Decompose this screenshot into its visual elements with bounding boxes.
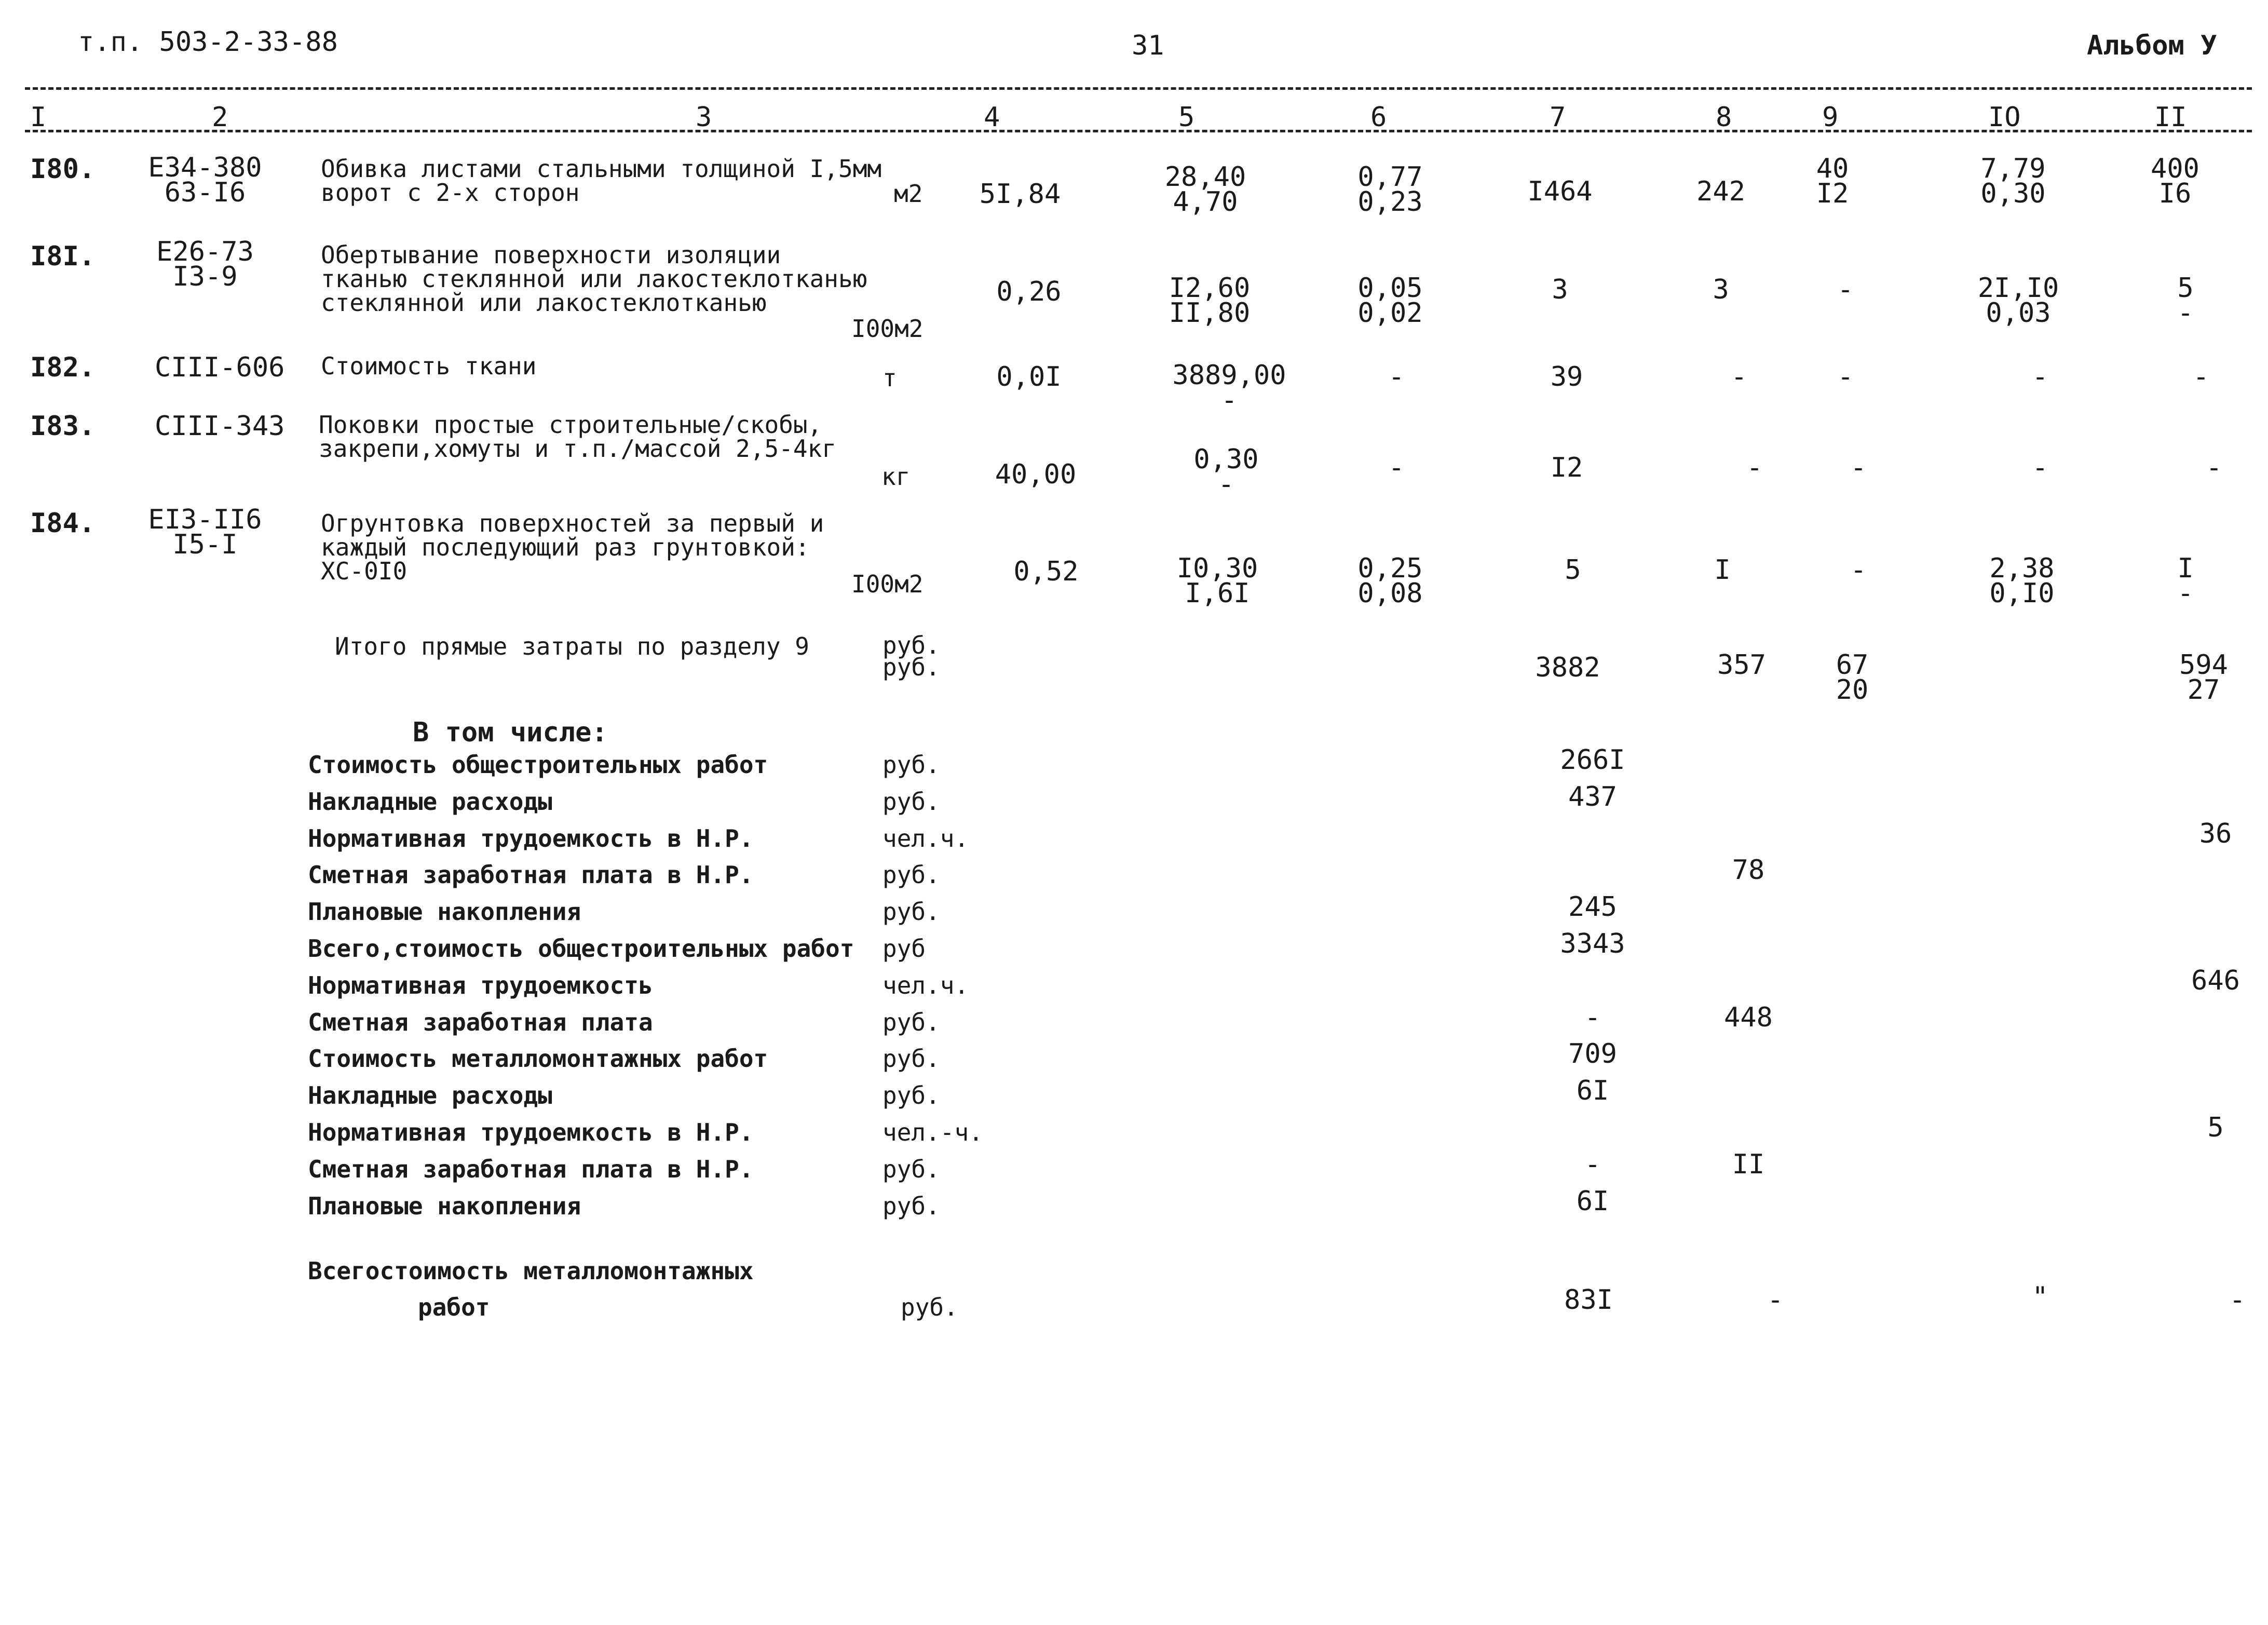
breakdown-c7: 437	[1568, 781, 1617, 812]
breakdown-unit: руб.	[882, 861, 940, 889]
cell-c7: 39	[1550, 361, 1583, 392]
value-line: I,6I	[1185, 577, 1250, 609]
value-line: -	[1221, 384, 1238, 416]
breakdown-unit: руб.	[882, 1008, 940, 1036]
value-line: 0,25	[1357, 553, 1423, 584]
final-unit: руб.	[901, 1293, 958, 1321]
row-unit: м2	[894, 180, 923, 208]
col-header-3: 3	[696, 102, 712, 133]
desc-line: Стоимость ткани	[321, 352, 537, 380]
breakdown-unit: руб.	[882, 1081, 940, 1109]
row-description	[321, 354, 536, 378]
total-c8: 357	[1717, 649, 1766, 681]
value-line: 7,79	[1980, 153, 2046, 184]
breakdown-unit: руб	[882, 935, 926, 963]
value-line: -	[2177, 297, 2194, 329]
value-line: I2	[1816, 178, 1849, 209]
value-line: 2,38	[1989, 553, 2055, 584]
breakdown-c7: 3343	[1560, 928, 1625, 959]
col-header-9: 9	[1822, 102, 1839, 133]
header-divider-bottom	[25, 130, 2252, 132]
breakdown-label: Плановые накопления	[308, 898, 581, 926]
value-line: 5	[2177, 273, 2194, 304]
breakdown-c7: 266I	[1560, 744, 1625, 776]
breakdown-label: Сметная заработная плата в Н.Р.	[308, 1155, 754, 1183]
page-number: 31	[1132, 30, 1164, 61]
cell-c7: I2	[1550, 452, 1583, 483]
desc-line: Обертывание поверхности изоляции	[321, 241, 781, 269]
desc-line: Огрунтовка поверхностей за первый и	[321, 509, 824, 537]
breakdown-label: Всего,стоимость общестроительных работ	[308, 935, 854, 963]
breakdown-c8: 78	[1732, 855, 1765, 886]
code-line: Е34-380	[148, 152, 262, 183]
breakdown-label: Нормативная трудоемкость	[308, 971, 653, 999]
total-label: Итого прямые затраты по разделу 9	[335, 632, 809, 660]
row-description	[319, 413, 836, 461]
value-line: 0,08	[1357, 577, 1423, 609]
cell-c10: -	[2032, 452, 2048, 483]
breakdown-label: Сметная заработная плата	[308, 1008, 653, 1036]
breakdown-label: Накладные расходы	[308, 1081, 552, 1109]
value-line: 0,I0	[1989, 577, 2055, 609]
cell-c7: I464	[1527, 176, 1593, 207]
cell-c11: -	[2206, 452, 2222, 483]
row-unit: I00м2	[851, 570, 924, 598]
breakdown-c8: 448	[1724, 1002, 1773, 1033]
cell-c4: 0,26	[996, 276, 1062, 307]
breakdown-c7: 709	[1568, 1038, 1617, 1069]
value-line: 2I,I0	[1977, 273, 2059, 304]
row-number: I83.	[30, 411, 96, 442]
final-c11: -	[2229, 1284, 2246, 1316]
desc-line: Поковки простые строительные/скобы,	[319, 411, 822, 439]
row-number: I84.	[30, 508, 96, 539]
cell-c9: -	[1837, 274, 1854, 305]
breakdown-label: Плановые накопления	[308, 1192, 581, 1220]
value-line: 0,23	[1357, 186, 1423, 218]
album-label: Альбом У	[2087, 30, 2217, 61]
value-line: -	[2177, 577, 2194, 609]
value-line: 3889,00	[1172, 360, 1286, 391]
value-line: 20	[1836, 674, 1869, 706]
cell-c11	[2177, 553, 2194, 609]
row-number: I80.	[30, 154, 96, 185]
value-line: -	[1218, 468, 1234, 500]
cell-c9: -	[1850, 452, 1867, 483]
value-line: 400	[2151, 153, 2199, 184]
breakdown-c11: 5	[2207, 1112, 2224, 1143]
row-code: СIII-343	[155, 411, 285, 442]
final-c8: -	[1767, 1284, 1784, 1316]
cell-c11: -	[2193, 361, 2209, 392]
cell-c9: -	[1837, 361, 1854, 392]
row-description	[321, 511, 824, 583]
row-unit: т	[882, 364, 897, 392]
col-header-4: 4	[984, 102, 1000, 133]
header-divider-top	[25, 87, 2252, 90]
value-line: 0,30	[1980, 178, 2046, 209]
breakdown-unit: руб.	[882, 751, 940, 779]
desc-line: ХС-0I0	[321, 557, 408, 585]
code-line: I3-9	[172, 261, 238, 292]
cell-c6: -	[1388, 361, 1405, 392]
desc-line: тканью стеклянной или лакостеклотканью	[321, 265, 867, 293]
cell-c7: 3	[1552, 274, 1568, 305]
value-line: 40	[1816, 153, 1849, 184]
cell-c5	[1172, 360, 1286, 416]
cell-c11	[2177, 273, 2194, 329]
cell-c9	[1816, 153, 1849, 209]
cell-c5	[1176, 553, 1258, 609]
breakdown-c7: 6I	[1576, 1186, 1609, 1217]
breakdown-label: Сметная заработная плата в Н.Р.	[308, 861, 754, 889]
cell-c10	[1980, 153, 2046, 209]
row-code	[148, 504, 262, 560]
breakdown-c11: 36	[2199, 818, 2232, 849]
desc-line: каждый последующий раз грунтовкой:	[321, 533, 810, 561]
value-line: 0,30	[1193, 444, 1259, 475]
breakdown-label: Накладные расходы	[308, 788, 552, 816]
doc-reference: т.п. 503-2-33-88	[78, 26, 338, 58]
cell-c8: 3	[1713, 274, 1729, 305]
cell-c9: -	[1850, 554, 1867, 586]
row-description	[321, 243, 867, 315]
total-c7: 3882	[1535, 652, 1600, 683]
cell-c5	[1193, 444, 1259, 500]
cell-c8: 242	[1696, 176, 1745, 207]
breakdown-unit: чел.ч.	[882, 824, 969, 852]
breakdown-label: Нормативная трудоемкость в Н.Р.	[308, 1118, 754, 1146]
row-code	[156, 236, 254, 292]
row-unit: кг	[881, 463, 911, 491]
breakdown-unit: руб.	[882, 1155, 940, 1183]
breakdown-unit: руб.	[882, 898, 940, 926]
value-line: 0,03	[1986, 297, 2051, 329]
col-header-1: I	[30, 102, 47, 133]
cell-c8: -	[1731, 361, 1747, 392]
breakdown-c7: -	[1584, 1149, 1601, 1180]
breakdown-c7: -	[1584, 1002, 1601, 1033]
col-header-5: 5	[1178, 102, 1195, 133]
cell-c8: I	[1714, 554, 1731, 586]
cell-c8: -	[1746, 452, 1763, 483]
value-line: I2,60	[1169, 273, 1251, 304]
total-c9	[1836, 649, 1869, 706]
breakdown-c7: 245	[1568, 891, 1617, 923]
final-c10: "	[2032, 1281, 2048, 1312]
breakdown-c8: II	[1732, 1149, 1765, 1180]
breakdown-c7: 6I	[1576, 1075, 1609, 1106]
value-line: II,80	[1169, 297, 1251, 329]
breakdown-unit: руб.	[882, 1192, 940, 1220]
cell-c6	[1357, 273, 1423, 329]
cell-c5	[1169, 273, 1251, 329]
cell-c7: 5	[1565, 554, 1581, 586]
breakdown-unit: чел.-ч.	[882, 1118, 983, 1146]
col-header-6: 6	[1370, 102, 1387, 133]
cell-c4: 5I,84	[979, 179, 1061, 210]
unit-line: руб.	[882, 631, 940, 659]
value-line: 0,77	[1357, 161, 1423, 193]
final-c7: 83I	[1564, 1284, 1613, 1316]
row-number: I8I.	[30, 241, 96, 272]
desc-line: закрепи,хомуты и т.п./массой 2,5-4кг	[319, 435, 836, 463]
col-header-7: 7	[1550, 102, 1566, 133]
desc-line: ворот с 2-х сторон	[321, 179, 580, 207]
value-line: 67	[1836, 649, 1869, 681]
row-description	[321, 157, 881, 205]
row-unit: I00м2	[851, 315, 924, 343]
desc-line: Обивка листами стальными толщиной I,5мм	[321, 155, 882, 183]
cell-c6: -	[1388, 452, 1405, 483]
col-header-11: II	[2154, 102, 2187, 133]
code-line: Е26-73	[156, 236, 254, 267]
breakdown-title: В том числе:	[413, 717, 608, 748]
breakdown-unit: чел.ч.	[882, 971, 969, 999]
value-line: I6	[2158, 178, 2192, 209]
col-header-2: 2	[212, 102, 228, 133]
cell-c10	[1989, 553, 2055, 609]
final-label-line1: Всегостоимость металломонтажных	[308, 1257, 754, 1285]
breakdown-label: Стоимость общестроительных работ	[308, 751, 768, 779]
total-unit	[882, 631, 940, 682]
code-line: ЕI3-II6	[148, 504, 262, 535]
cell-c10	[1977, 273, 2059, 329]
cell-c4: 0,0I	[996, 361, 1062, 392]
breakdown-unit: руб.	[882, 1045, 940, 1073]
value-line: I0,30	[1176, 553, 1258, 584]
value-line: 28,40	[1164, 161, 1246, 193]
breakdown-unit: руб.	[882, 788, 940, 816]
col-header-10: IO	[1988, 102, 2021, 133]
breakdown-label: Нормативная трудоемкость в Н.Р.	[308, 824, 754, 852]
cell-c10: -	[2032, 361, 2048, 392]
breakdown-label: Стоимость металломонтажных работ	[308, 1045, 768, 1073]
code-line: I5-I	[172, 529, 238, 560]
cell-c11	[2151, 153, 2199, 209]
cell-c4: 0,52	[1013, 556, 1079, 587]
cell-c6	[1357, 161, 1423, 218]
code-line: 63-I6	[164, 177, 246, 208]
value-line: 0,02	[1357, 297, 1423, 329]
final-label-line2: работ	[418, 1293, 490, 1321]
desc-line: стеклянной или лакостеклотканью	[321, 289, 767, 317]
value-line: 27	[2187, 674, 2220, 706]
value-line: 0,05	[1357, 273, 1423, 304]
col-header-8: 8	[1716, 102, 1732, 133]
value-line: 594	[2179, 649, 2228, 681]
unit-line: руб.	[882, 653, 940, 682]
row-code	[148, 152, 262, 208]
cell-c6	[1357, 553, 1423, 609]
row-number: I82.	[30, 352, 96, 383]
cell-c4: 40,00	[995, 459, 1077, 490]
total-c11	[2179, 649, 2228, 706]
value-line: I	[2177, 553, 2194, 584]
cell-c5	[1164, 161, 1246, 218]
value-line: 4,70	[1173, 186, 1238, 218]
row-code: СIII-606	[155, 352, 285, 383]
breakdown-c11: 646	[2191, 965, 2240, 996]
